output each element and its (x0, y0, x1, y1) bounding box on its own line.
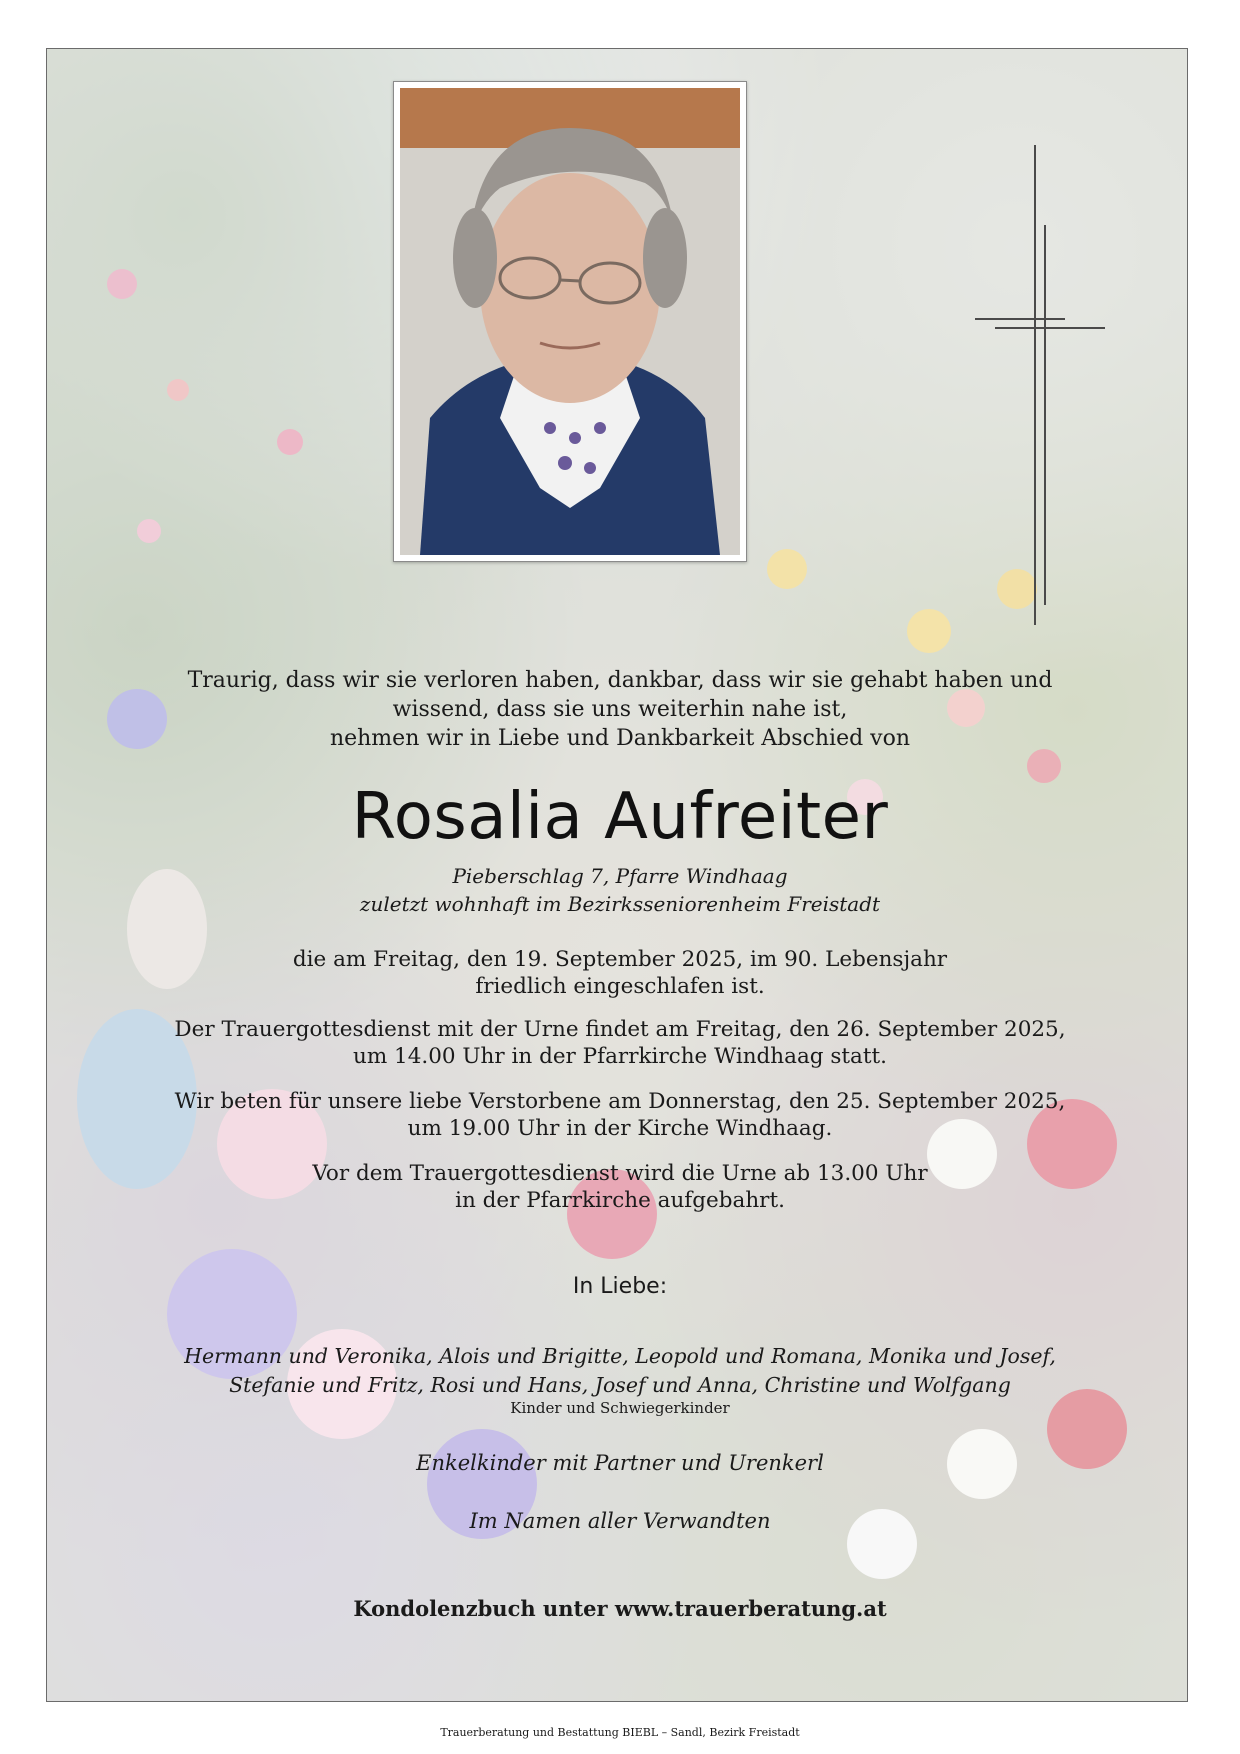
address (0, 862, 1240, 918)
intro-line: nehmen wir in Liebe und Dankbarkeit Abschied von (329, 726, 911, 751)
urn-line: in der Pfarrkirche aufgebahrt. (455, 1188, 785, 1213)
urn-paragraph (0, 1160, 1240, 1214)
relatives-caption: Kinder und Schwiegerkinder (510, 1399, 730, 1417)
address-line: Pieberschlag 7, Pfarre Windhaag (452, 864, 788, 888)
prayer-line: Wir beten für unsere liebe Verstorbene am Donnerstag, den 25. September 2025, (174, 1089, 1066, 1114)
service-line: Der Trauergottesdienst mit der Urne findet am Freitag, den 26. September 2025, (174, 1017, 1066, 1042)
service-line: um 14.00 Uhr in der Pfarrkirche Windhaag statt. (352, 1044, 887, 1069)
portrait-frame (393, 81, 747, 562)
intro-text (0, 666, 1240, 753)
death-paragraph (0, 946, 1240, 1000)
relatives-line: Stefanie und Fritz, Rosi und Hans, Josef und Anna, Christine und Wolfgang (229, 1373, 1011, 1397)
condolence-link[interactable]: Kondolenzbuch unter www.trauerberatung.at (353, 1596, 887, 1621)
intro-line: wissend, dass sie uns weiterhin nahe ist, (392, 697, 848, 722)
relatives-list (0, 1342, 1240, 1400)
urn-line: Vor dem Trauergottesdienst wird die Urne ab 13.00 Uhr (312, 1161, 928, 1186)
intro-line: Traurig, dass wir sie verloren haben, dankbar, dass wir sie gehabt haben und (187, 668, 1053, 693)
prayer-line: um 19.00 Uhr in der Kirche Windhaag. (407, 1116, 833, 1141)
relatives-line: Hermann und Veronika, Alois und Brigitte, Leopold und Romana, Monika und Josef, (184, 1344, 1056, 1368)
death-line: friedlich eingeschlafen ist. (475, 974, 765, 999)
prayer-paragraph (0, 1088, 1240, 1142)
death-line: die am Freitag, den 19. September 2025, im 90. Lebensjahr (292, 947, 948, 972)
address-line: zuletzt wohnhaft im Bezirksseniorenheim Freistadt (359, 892, 881, 916)
on-behalf-line: Im Namen aller Verwandten (469, 1509, 771, 1533)
grandchildren-line: Enkelkinder mit Partner und Urenkerl (416, 1451, 824, 1475)
portrait-photo (400, 88, 740, 555)
footer-credit: Trauerberatung und Bestattung BIEBL – Sandl, Bezirk Freistadt (440, 1726, 800, 1739)
in-love-heading: In Liebe: (572, 1274, 668, 1299)
portrait-illustration (400, 88, 740, 555)
service-paragraph (0, 1016, 1240, 1070)
deceased-name: Rosalia Aufreiter (351, 780, 889, 854)
